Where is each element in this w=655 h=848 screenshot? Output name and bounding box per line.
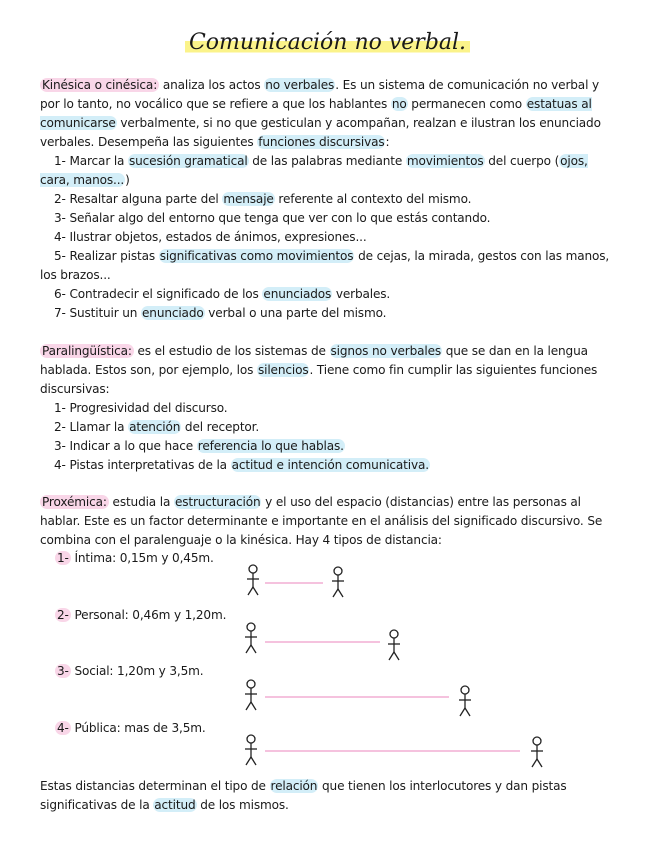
kinesica-item-6: 6- Contradecir el significado de los enunciados verbales. [54, 287, 391, 301]
kinesica-item-3: 3- Señalar algo del entorno que tenga que ver con lo que estás contando. [54, 211, 491, 225]
distance-personal: 2- Personal: 0,46m y 1,20m. [57, 608, 227, 622]
stick-person-icon [332, 567, 344, 597]
kinesica-term: Kinésica o cinésica: [42, 78, 158, 92]
kinesica-item-1: 1- Marcar la sucesión gramatical de las palabras mediante movimientos del cuerpo (ojos, cara, manos...) [40, 154, 588, 187]
distance-social: 3- Social: 1,20m y 3,5m. [57, 664, 204, 678]
proxemica-term: Proxémica: [42, 495, 107, 509]
figure-social [245, 680, 471, 716]
stick-person-icon [245, 680, 257, 710]
kinesica-item-2: 2- Resaltar alguna parte del mensaje referente al contexto del mismo. [54, 192, 472, 206]
kinesica-item-7: 7- Sustituir un enunciado verbal o una parte del mismo. [54, 306, 387, 320]
figure-publica [245, 735, 543, 767]
paralinguistica-item-4: 4- Pistas interpretativas de la actitud e intención comunicativa. [54, 458, 429, 472]
paralinguistica-paragraph: Paralingüística: es el estudio de los sistemas de signos no verbales que se dan en la lengua hablada. Estos son, por ejemplo, los silencios. Tiene como fin cumplir las siguientes funciones discursivas: [40, 344, 598, 396]
paralinguistica-term: Paralingüística: [42, 344, 132, 358]
stick-person-icon [247, 565, 259, 595]
stick-person-icon [388, 630, 400, 660]
stick-person-icon [531, 737, 543, 767]
paralinguistica-item-2: 2- Llamar la atención del receptor. [54, 420, 260, 434]
paralinguistica-item-3: 3- Indicar a lo que hace referencia lo que hablas. [54, 439, 344, 453]
conclusion-paragraph: Estas distancias determinan el tipo de relación que tienen los interlocutores y dan pistas significativas de la actitud de los mismos. [40, 779, 567, 812]
kinesica-paragraph: Kinésica o cinésica: analiza los actos no verbales. Es un sistema de comunicación no verbal y por lo tanto, no vocálico que se refiere a que los hablantes no permanecen como estatuas al comunicarse verbalmente, si no que gesticulan y acompañan, realzan e ilustran los enunciado verbales. Desempeña las siguientes funciones discursivas: [40, 78, 601, 149]
stick-person-icon [245, 735, 257, 765]
figure-intima [247, 565, 344, 597]
distance-publica: 4- Pública: mas de 3,5m. [57, 721, 206, 735]
kinesica-item-5: 5- Realizar pistas significativas como movimientos de cejas, la mirada, gestos con las manos, los brazos... [40, 249, 610, 282]
figure-personal [245, 623, 400, 660]
stick-person-icon [245, 623, 257, 653]
kinesica-item-4: 4- Ilustrar objetos, estados de ánimos, expresiones... [54, 230, 367, 244]
proxemica-section: Proxémica: estudia la estructuración y el uso del espacio (distancias) entre las personas al hablar. Este es un factor determinante e importante en el análisis del significado discursivo. Se combina con el paralenguaje o la kinésica. Hay 4 tipos de distancia: [40, 495, 603, 547]
stick-person-icon [459, 686, 471, 716]
title-text: Comunicación no verbal. [185, 30, 470, 55]
paralinguistica-item-1: 1- Progresividad del discurso. [54, 401, 228, 415]
distance-intima: 1- Íntima: 0,15m y 0,45m. [57, 551, 214, 565]
